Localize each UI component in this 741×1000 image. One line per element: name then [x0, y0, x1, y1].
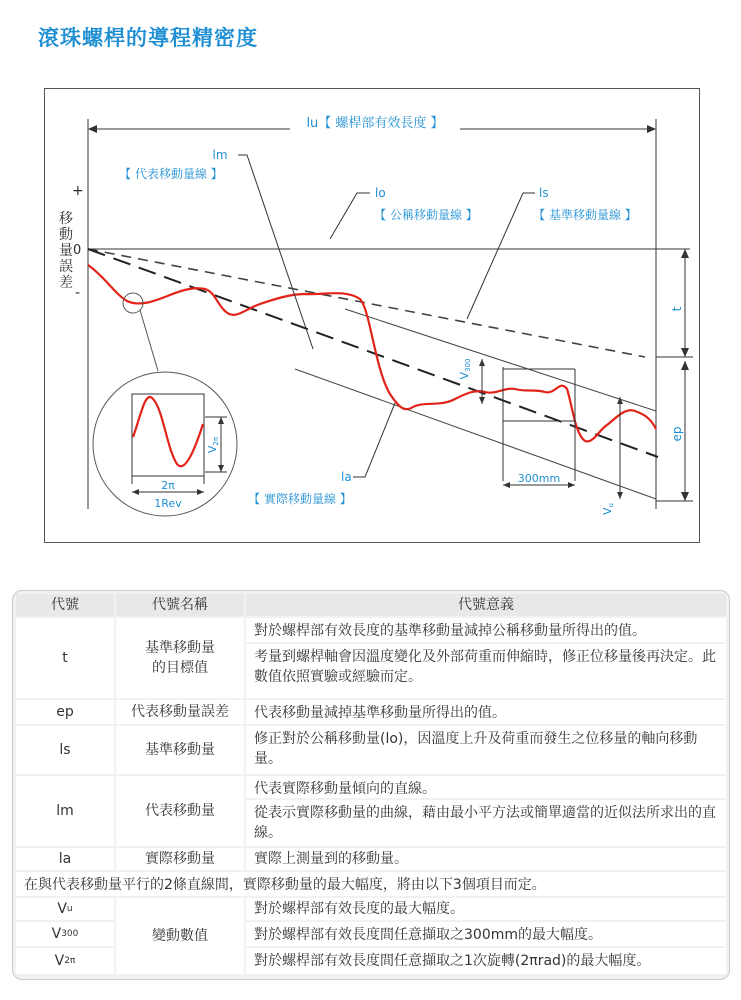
y-axis-label-4: 誤 — [59, 259, 73, 275]
row-lm-meaning-2: 從表示實際移動量的曲線，藉由最小平方法或簡單適當的近似法所求出的直線。 — [246, 800, 726, 846]
header-name: 代號名稱 — [116, 594, 244, 616]
la-label: la — [341, 470, 352, 484]
row-la-meaning: 實際上測量到的移動量。 — [246, 848, 726, 870]
row-lm-code: lm — [16, 776, 114, 846]
diagram-svg — [45, 89, 699, 542]
row-v2pi-meaning: 對於螺桿部有效長度間任意擷取之1次旋轉(2πrad)的最大幅度。 — [246, 948, 726, 974]
minus-sign: - — [75, 285, 81, 301]
lead-accuracy-diagram — [44, 88, 700, 543]
ls-label: ls — [539, 186, 549, 200]
row-ep-meaning: 代表移動量減掉基準移動量所得出的值。 — [246, 700, 726, 724]
row-v300-code: V 300 — [16, 922, 114, 946]
y-axis-label-2: 動 — [59, 227, 73, 243]
row-vu-code: V u — [16, 898, 114, 920]
row-vu-meaning: 對於螺桿部有效長度的最大幅度。 — [246, 898, 726, 920]
y-axis-label-5: 差 — [59, 275, 73, 291]
row-ep-name: 代表移動量誤差 — [116, 700, 244, 724]
row-ls-meaning: 修正對於公稱移動量(lo)，因溫度上升及荷重而發生之位移量的軸向移動量。 — [246, 726, 726, 774]
row-la-name: 實際移動量 — [116, 848, 244, 870]
header-code: 代號 — [16, 594, 114, 616]
row-v300-meaning: 對於螺桿部有效長度間任意擷取之300mm的最大幅度。 — [246, 922, 726, 946]
lm-desc: 【 代表移動量線 】 — [119, 167, 223, 181]
lm-label: lm — [212, 148, 228, 162]
lo-label: lo — [375, 186, 386, 200]
row-lm-name: 代表移動量 — [116, 776, 244, 846]
vu-label: Vu — [601, 503, 615, 515]
t-label: t — [670, 306, 684, 312]
lo-nominal-line — [88, 249, 645, 357]
row-t-meaning-2: 考量到螺桿軸會因溫度變化及外部荷重而伸縮時，修正位移量後再決定。此數值依照實驗或經驗而定。 — [246, 644, 726, 698]
la-desc: 【 實際移動量線 】 — [248, 492, 352, 506]
lo-desc: 【 公稱移動量線 】 — [374, 208, 478, 222]
row-v2pi-code: V 2π — [16, 948, 114, 974]
row-ls-code: ls — [16, 726, 114, 774]
v300-label: V300 — [458, 358, 472, 380]
zero-mark: 0 — [73, 243, 82, 258]
lu-arrow-right — [647, 125, 656, 133]
y-axis-label-3: 量 — [59, 243, 73, 259]
row-ls-name: 基準移動量 — [116, 726, 244, 774]
ls-desc: 【 基準移動量線 】 — [533, 208, 637, 222]
row-ep-code: ep — [16, 700, 114, 724]
row-t-code: t — [16, 618, 114, 698]
v2pi-label: V2π — [206, 436, 220, 454]
row-t-meaning-1: 對於螺桿部有效長度的基準移動量減掉公稱移動量所得出的值。 — [246, 618, 726, 642]
mm300-label: 300mm — [517, 472, 561, 485]
two-pi-label: 2π — [161, 479, 175, 492]
span-note: 在與代表移動量平行的2條直線間，實際移動量的最大幅度，將由以下3個項目而定。 — [16, 872, 726, 896]
ep-label: ep — [670, 426, 684, 442]
row-lm-meaning-1: 代表實際移動量傾向的直線。 — [246, 776, 726, 798]
header-meaning: 代號意義 — [246, 594, 726, 616]
row-t-name: 基準移動量 的目標值 — [116, 618, 244, 698]
y-axis-label-1: 移 — [59, 211, 73, 227]
lu-arrow-left — [88, 125, 97, 133]
row-la-code: la — [16, 848, 114, 870]
one-rev-label: 1Rev — [154, 497, 182, 510]
plus-sign: + — [72, 183, 84, 199]
lu-label: lu【 螺桿部有效長度 】 — [306, 116, 444, 131]
page-title: 滾珠螺桿的導程精密度 — [38, 26, 258, 50]
symbol-table — [12, 590, 730, 980]
row-var-name: 變動數值 — [116, 898, 244, 974]
